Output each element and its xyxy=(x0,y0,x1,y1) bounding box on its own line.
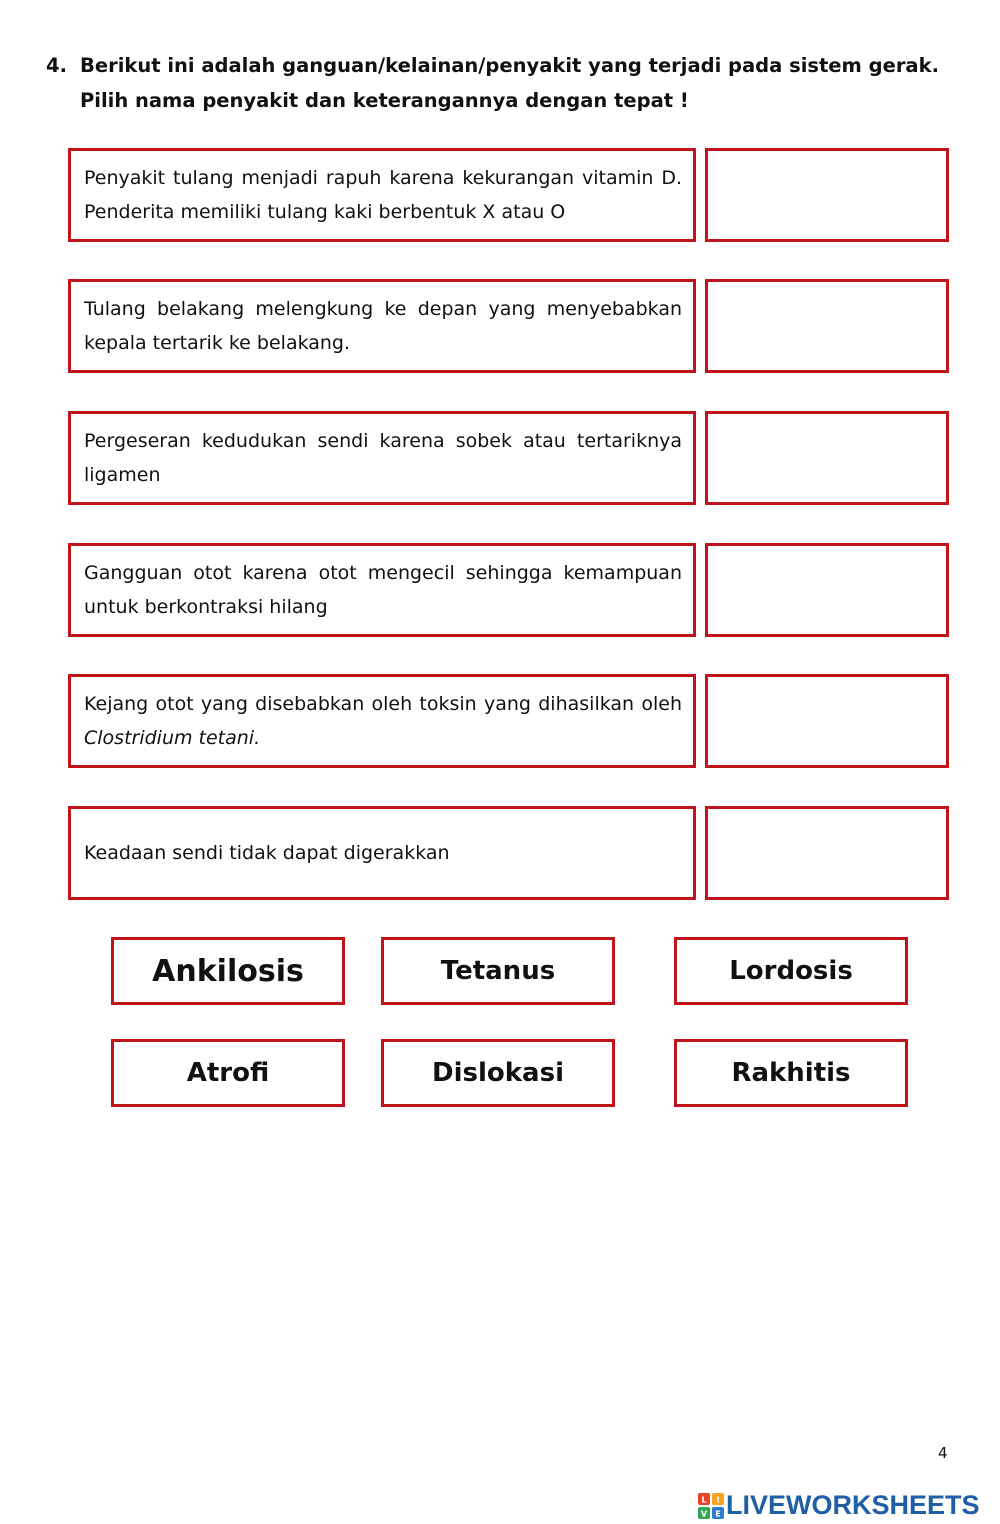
liveworksheets-logo-icon xyxy=(698,1493,724,1519)
answer-drop-box-4[interactable] xyxy=(705,543,949,637)
description-text-5-main: Kejang otot yang disebabkan oleh toksin yang dihasilkan oleh xyxy=(84,693,682,715)
answer-drop-box-5[interactable] xyxy=(705,674,949,768)
description-text-5-species: Clostridium tetani. xyxy=(84,727,261,749)
description-text-1: Penyakit tulang menjadi rapuh karena kekurangan vitamin D. Penderita memiliki tulang kaki berbentuk X atau O xyxy=(84,167,682,223)
description-text-3: Pergeseran kedudukan sendi karena sobek atau tertariknya ligamen xyxy=(84,430,682,486)
question-line-2: Pilih nama penyakit dan keterangannya dengan tepat ! xyxy=(80,89,689,112)
description-box-1 xyxy=(68,148,696,242)
liveworksheets-brand xyxy=(698,1490,980,1521)
option-tetanus[interactable]: Tetanus xyxy=(381,937,615,1005)
liveworksheets-wordmark: LIVEWORKSHEETS xyxy=(726,1490,980,1520)
answer-drop-box-2[interactable] xyxy=(705,279,949,373)
answer-drop-box-1[interactable] xyxy=(705,148,949,242)
description-text-5 xyxy=(84,687,682,755)
option-atrofi[interactable]: Atrofi xyxy=(111,1039,345,1107)
description-text-2: Tulang belakang melengkung ke depan yang menyebabkan kepala tertarik ke belakang. xyxy=(84,298,682,354)
question-text xyxy=(46,48,956,118)
description-box-2 xyxy=(68,279,696,373)
svg-text:V: V xyxy=(700,1509,708,1518)
description-box-6 xyxy=(68,806,696,900)
option-lordosis[interactable]: Lordosis xyxy=(674,937,908,1005)
svg-text:I: I xyxy=(716,1495,720,1504)
option-dislokasi[interactable]: Dislokasi xyxy=(381,1039,615,1107)
description-box-5 xyxy=(68,674,696,768)
svg-text:L: L xyxy=(701,1495,707,1504)
answer-drop-box-3[interactable] xyxy=(705,411,949,505)
description-box-3 xyxy=(68,411,696,505)
question-line-1: Berikut ini adalah ganguan/kelainan/penyakit yang terjadi pada sistem gerak. xyxy=(80,54,939,77)
option-ankilosis[interactable]: Ankilosis xyxy=(111,937,345,1005)
svg-text:E: E xyxy=(715,1509,721,1518)
description-text-4: Gangguan otot karena otot mengecil sehingga kemampuan untuk berkontraksi hilang xyxy=(84,562,682,618)
question-number: 4. xyxy=(46,54,67,77)
option-rakhitis[interactable]: Rakhitis xyxy=(674,1039,908,1107)
description-text-6: Keadaan sendi tidak dapat digerakkan xyxy=(84,842,450,864)
description-box-4 xyxy=(68,543,696,637)
answer-drop-box-6[interactable] xyxy=(705,806,949,900)
page-number: 4 xyxy=(938,1444,948,1462)
